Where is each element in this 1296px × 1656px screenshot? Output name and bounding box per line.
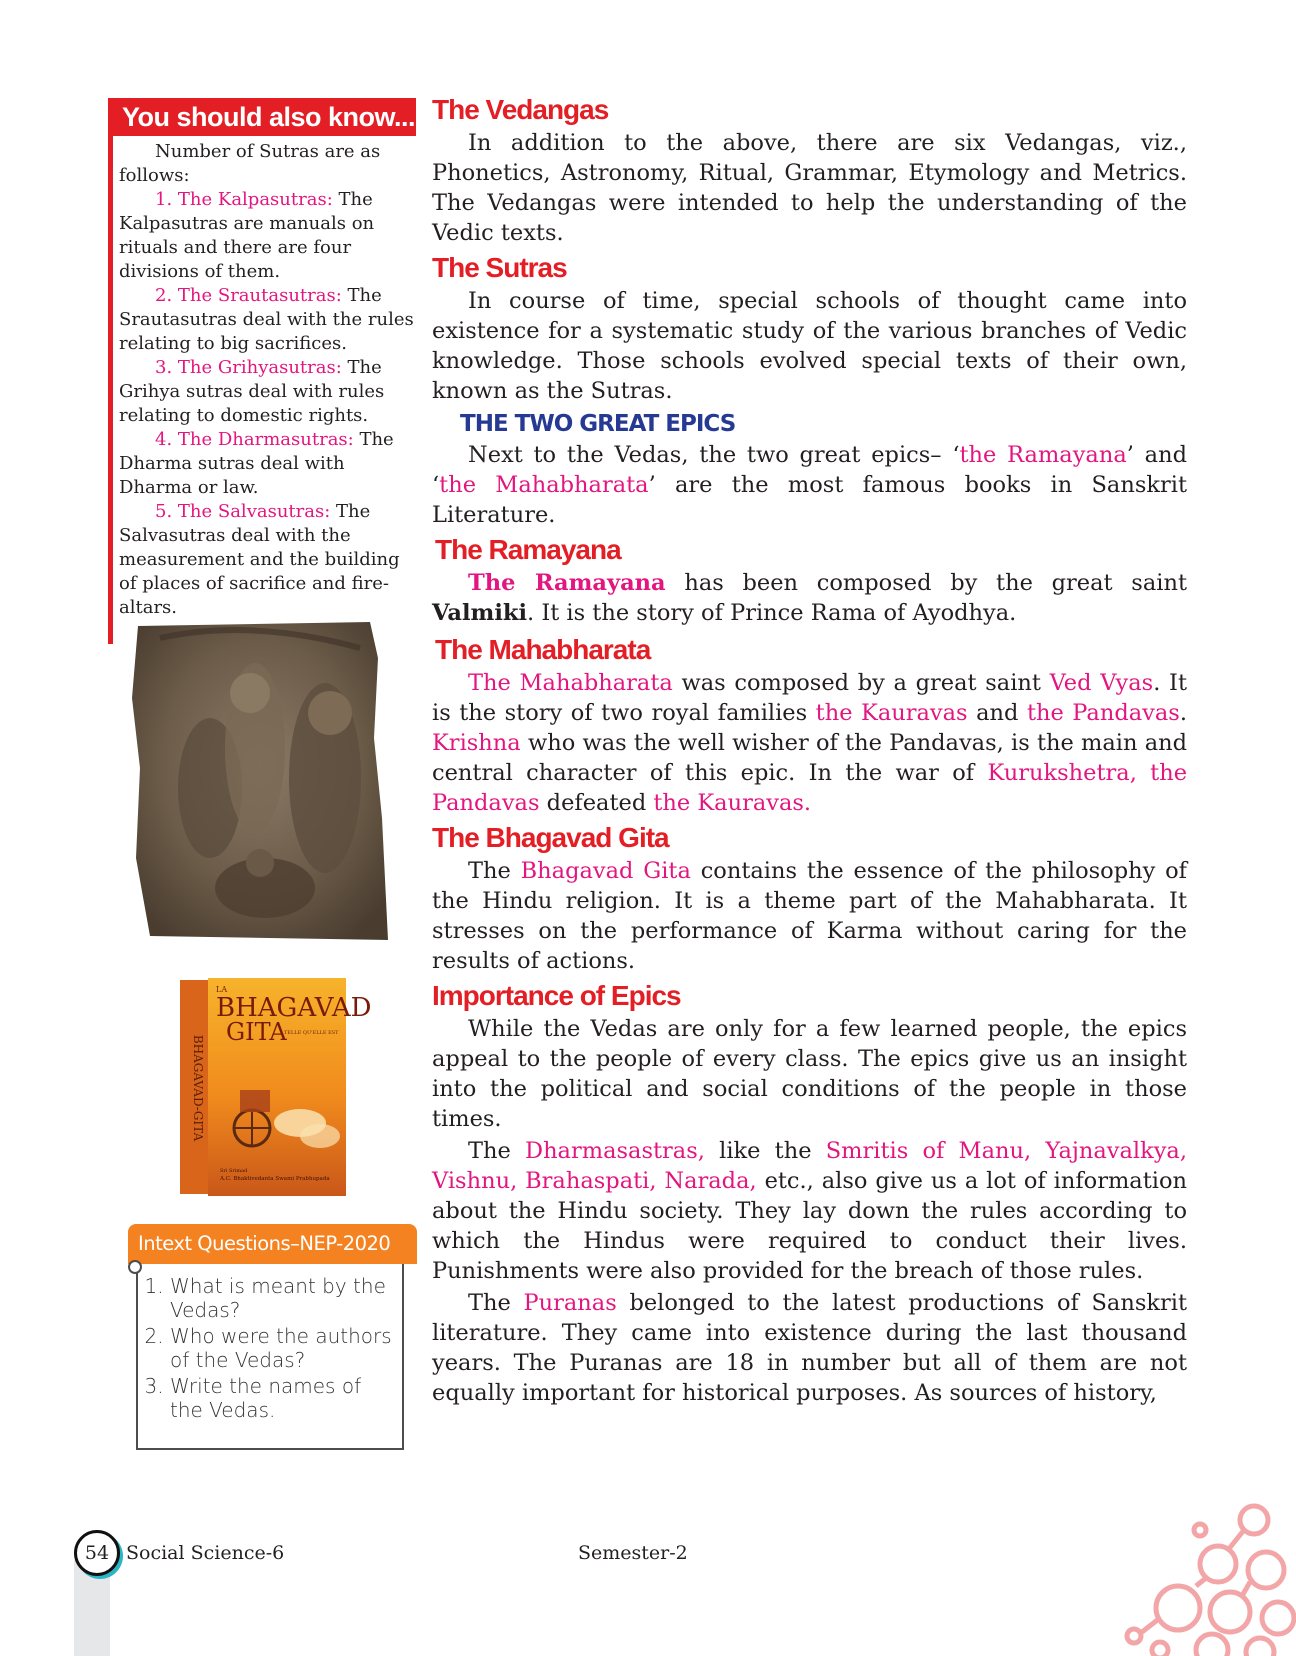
main-content: [432, 92, 1187, 1410]
gita-text: The Bhagavad Gita contains the essence of the philosophy of the Hindu religion. It is a theme part of the Mahabharata. It stresses on the performance of Karma without caring for the results of actions.: [432, 858, 1188, 974]
svg-text:Sri Srimad: Sri Srimad: [220, 1168, 248, 1174]
sutras-heading: The Sutras: [432, 252, 567, 283]
stone-relief-image: [130, 618, 392, 940]
importance-text-3: The Puranas belonged to the latest productions of Sanskrit literature. They came into existence during the last thousand years. The Puranas are 18 in number but all of them are not equally important for historical purposes. As sources of history,: [432, 1290, 1187, 1406]
gita-heading: The Bhagavad Gita: [432, 822, 669, 853]
intext-dot-ornament: [128, 1260, 142, 1274]
vedangas-heading: The Vedangas: [432, 94, 609, 125]
svg-text:A.C. Bhaktivedanta Swami Prabh: A.C. Bhaktivedanta Swami Prabhupada: [220, 1176, 330, 1182]
mahabharata-text: The Mahabharata was composed by a great saint Ved Vyas. It is the story of two royal families the Kauravas and the Pandavas. Krishna who was the well wisher of the Pandavas, is the main and central character of this epic. In the war of Kurukshetra, the Pandavas defeated the Kauravas.: [432, 670, 1188, 816]
decorative-circles-icon: [1120, 1500, 1296, 1656]
footer-subject: Social Science-6: [126, 1542, 285, 1564]
list-item: 1. What is meant by the Vedas?: [170, 1274, 394, 1322]
importance-text-2: The Dharmasastras, like the Smritis of Manu, Yajnavalkya, Vishnu, Brahaspati, Narada, etc., also give us a lot of information about the Hindu society. They lay down the rules according to which the Hindus were required to conduct their lives. Punishments were also provided for the breach of those rules.: [432, 1138, 1187, 1284]
list-item: 4. The Dharmasutras: The Dharma sutras deal with Dharma or law.: [119, 429, 394, 498]
footer-semester: Semester-2: [578, 1542, 688, 1564]
list-item: 2. Who were the authors of the Vedas?: [170, 1324, 394, 1372]
bhagavad-gita-book-image: [180, 978, 372, 1196]
know-body: [108, 136, 416, 644]
ramayana-heading: The Ramayana: [435, 534, 621, 565]
ramayana-text: The Ramayana has been composed by the great saint Valmiki. It is the story of Prince Rama of Ayodhya.: [432, 570, 1187, 626]
list-item: 3. The Grihyasutras: The Grihya sutras deal with rules relating to domestic rights.: [119, 357, 385, 426]
know-intro: Number of Sutras are as follows:: [119, 141, 381, 186]
svg-text:TELLE QU'ELLE EST: TELLE QU'ELLE EST: [284, 1030, 339, 1036]
sutras-text: In course of time, special schools of thought came into existence for a systematic study of the various branches of Vedic knowledge. Those schools evolved special texts of their own, known as the Sutras.: [432, 288, 1187, 404]
intext-questions-box: [128, 1224, 417, 1450]
svg-text:LA: LA: [216, 985, 228, 994]
page-number: 54: [74, 1530, 120, 1576]
intext-heading: Intext Questions–NEP-2020: [128, 1224, 417, 1264]
epics-text: Next to the Vedas, the two great epics– ‘the Ramayana’ and ‘the Mahabharata’ are the most famous books in Sanskrit Literature.: [432, 442, 1187, 528]
know-box: [108, 98, 416, 644]
svg-text:BHAGAVAD: BHAGAVAD: [216, 993, 372, 1023]
epics-heading: THE TWO GREAT EPICS: [460, 411, 736, 437]
list-item: 3. Write the names of the Vedas.: [170, 1374, 394, 1422]
importance-text-1: While the Vedas are only for a few learned people, the epics appeal to the people of every class. The epics give us an insight into the political and social conditions of the people in those times.: [432, 1016, 1187, 1132]
svg-text:BHAGAVAD-GITA: BHAGAVAD-GITA: [191, 1034, 205, 1142]
svg-text:GITA: GITA: [226, 1018, 287, 1046]
list-item: 2. The Srautasutras: The Srautasutras deal with the rules relating to big sacrifices.: [119, 285, 414, 354]
vedangas-text: In addition to the above, there are six Vedangas, viz., Phonetics, Astronomy, Ritual, Grammar, Etymology and Metrics. The Vedangas were intended to help the understanding of the Vedic texts.: [432, 130, 1187, 246]
list-item: 5. The Salvasutras: The Salvasutras deal with the measurement and the building of places of sacrifice and fire-altars.: [119, 501, 400, 618]
know-heading: You should also know...: [108, 98, 416, 136]
list-item: 1. The Kalpasutras: The Kalpasutras are manuals on rituals and there are four divisions of them.: [119, 189, 375, 282]
mahabharata-heading: The Mahabharata: [435, 634, 651, 665]
intext-body: [136, 1264, 404, 1450]
importance-heading: Importance of Epics: [432, 980, 681, 1011]
